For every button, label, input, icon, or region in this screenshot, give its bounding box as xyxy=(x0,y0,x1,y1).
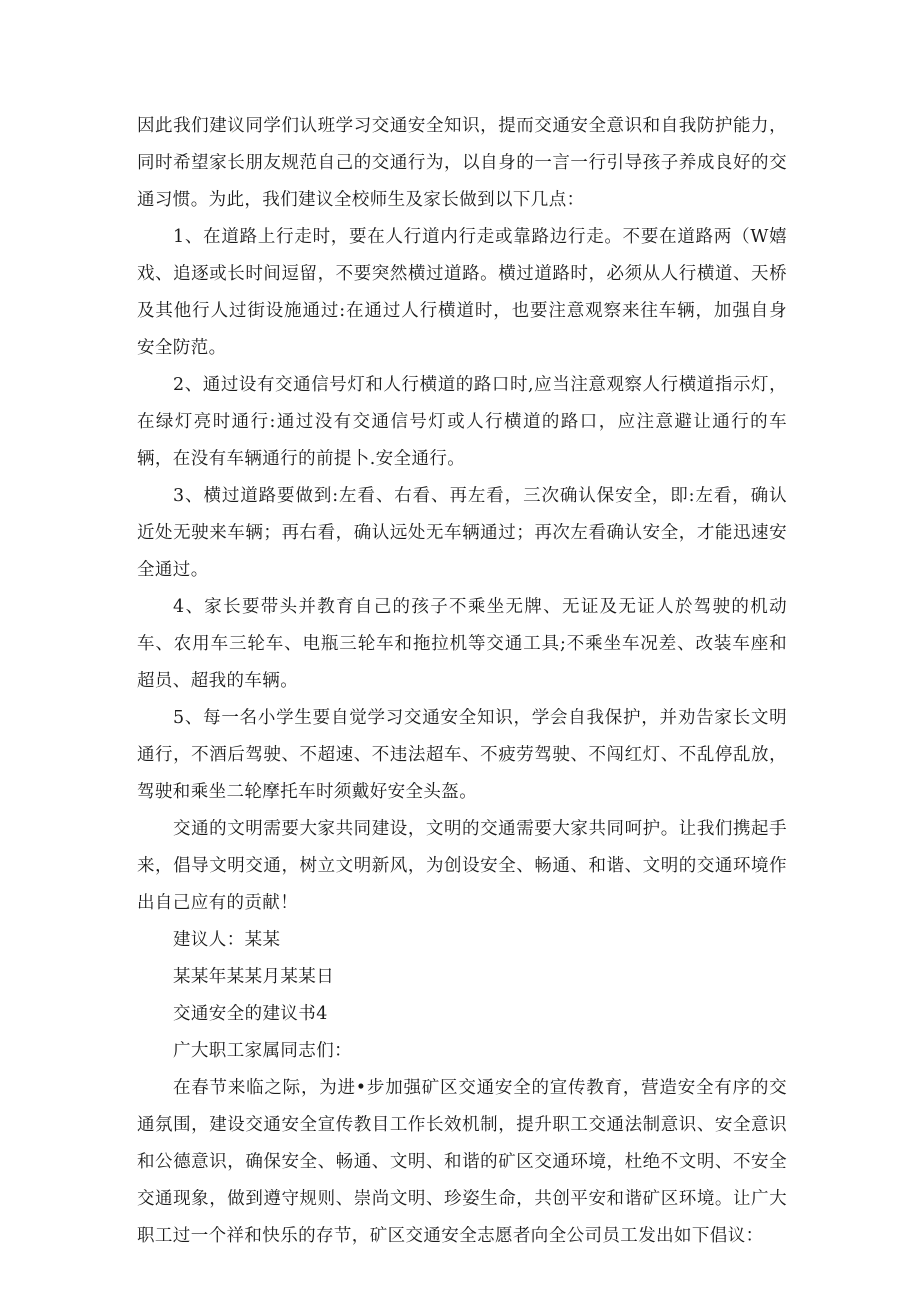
point-2-paragraph: 2、通过设有交通信号灯和人行横道的路口时,应当注意观察人行横道指示灯，在绿灯亮时通行:通过没有交通信号灯或人行横道的路口，应注意避让通行的车辆，在没有车辆通行的前提卜.安全通行。 xyxy=(137,375,787,469)
point-5-paragraph: 5、每一名小学生要自觉学习交通安全知识，学会自我保护，并劝告家长文明通行，不酒后驾驶、不超速、不违法超车、不疲劳驾驶、不闯红灯、不乱停乱放，驾驶和乘坐二轮摩托车时须戴好安全头盔。 xyxy=(137,708,787,802)
date-line: 某某年某某月某某日 xyxy=(173,967,335,987)
salutation-line: 广大职工家属同志们： xyxy=(173,1041,352,1061)
intro-paragraph: 因此我们建议同学们认班学习交通安全知识，提而交通安全意识和自我防护能力，同时希望家长朋友规范自己的交通行为，以自身的一言一行引导孩子养成良好的交通习惯。为此，我们建议全校师生及家长做到以下几点： xyxy=(137,116,787,210)
closing-paragraph: 交通的文明需要大家共同建设，文明的交通需要大家共同呵护。让我们携起手来，倡导文明交通，树立文明新风，为创设安全、畅通、和谐、文明的交通环境作出自己应有的贡献！ xyxy=(137,819,787,913)
point-3-paragraph: 3、横过道路要做到:左看、右看、再左看，三次确认保安全，即:左看，确认近处无驶来车辆；再右看，确认远处无车辆通过；再次左看确认安全，才能迅速安全通过。 xyxy=(137,486,787,580)
proposer-line: 建议人：某某 xyxy=(173,930,281,950)
section-title: 交通安全的建议书4 xyxy=(173,1004,328,1024)
document-body xyxy=(137,108,787,1255)
point-4-paragraph: 4、家长要带头并教育自己的孩子不乘坐无牌、无证及无证人於驾驶的机动车、农用车三轮车、电瓶三轮车和拖拉机等交通工具;不乘坐车况差、改装车座和超员、超我的车辆。 xyxy=(137,597,787,691)
point-1-paragraph: 1、在道路上行走时，要在人行道内行走或靠路边行走。不要在道路两（W嬉戏、追逐或长时间逗留，不要突然横过道路。横过道路时，必须从人行横道、天桥及其他行人过街设施通过:在通过人行横道时，也要注意观察来往车辆，加强自身安全防范。 xyxy=(137,227,787,358)
final-paragraph: 在春节来临之际，为进•步加强矿区交通安全的宣传教育，营造安全有序的交通氛围，建设交通安全宣传教目工作长效机制，提升职工交通法制意识、安全意识和公德意识，确保安全、畅通、文明、和谐的矿区交通环境，杜绝不文明、不安全交通现象，做到遵守规则、崇尚文明、珍姿生命，共创平安和谐矿区环境。让广大职工过一个祥和快乐的存节，矿区交通安全志愿者向全公司员工发出如下倡议： xyxy=(137,1078,787,1246)
